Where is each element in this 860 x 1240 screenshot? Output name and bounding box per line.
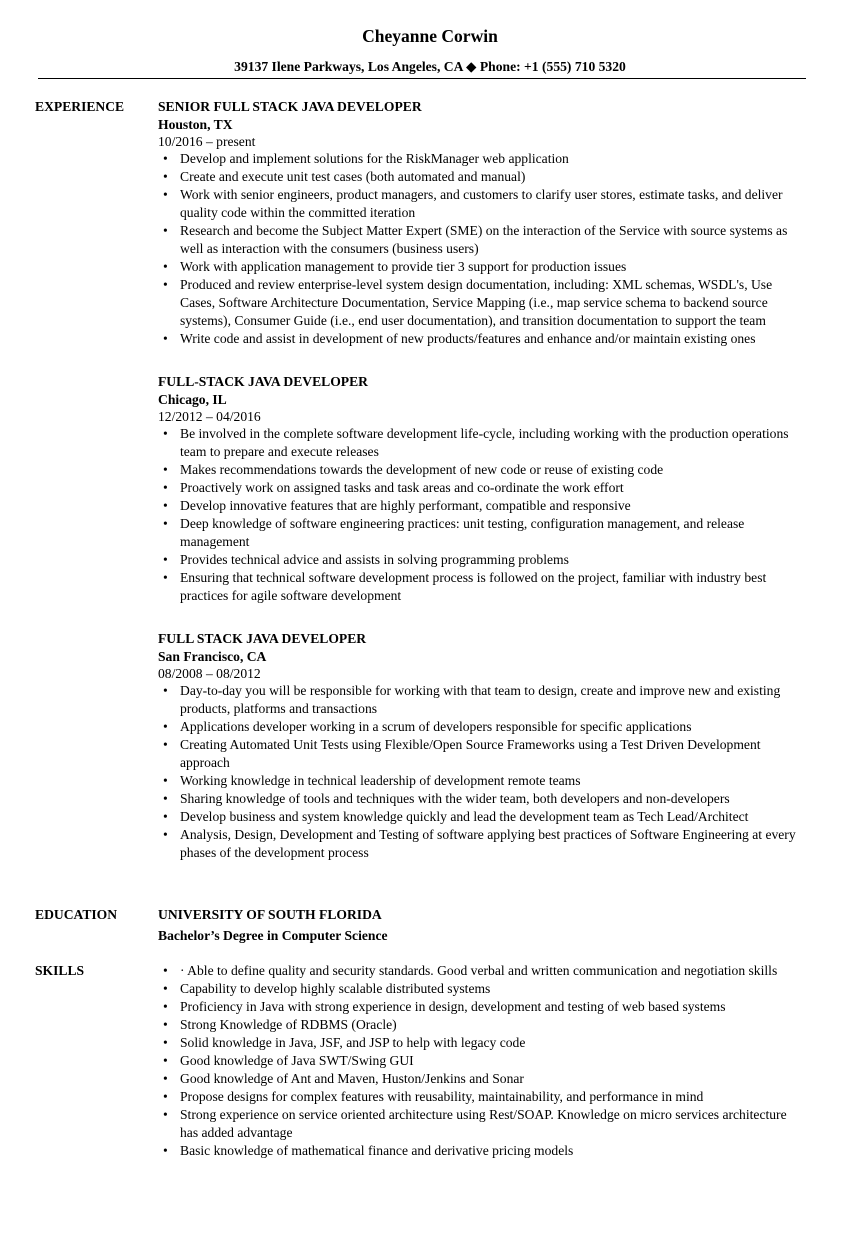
job-bullet: • Produced and review enterprise-level system design documentation, including: XML schemas, WSDL's, Use Cases, Software Architecture Documentation, Service Mapping (i.e., map service schema to backend source systems), Consumer Guide (i.e., end user documentation), and transition documentation to support the team <box>158 276 808 330</box>
job-entry <box>158 98 808 348</box>
skill-item: • Capability to develop highly scalable distributed systems <box>158 980 808 998</box>
job-bullet: • Write code and assist in development of new products/features and enhance and/or maintain existing ones <box>158 330 808 348</box>
job-bullet: • Be involved in the complete software development life-cycle, including working with the production operations team to prepare and execute releases <box>158 425 808 461</box>
skill-item: • Strong Knowledge of RDBMS (Oracle) <box>158 1016 808 1034</box>
skills-list <box>158 962 808 1160</box>
experience-list <box>158 98 808 887</box>
job-bullets <box>158 425 808 605</box>
job-bullet: • Analysis, Design, Development and Testing of software applying best practices of Software Engineering at every phases of the development process <box>158 826 808 862</box>
job-bullet: • Deep knowledge of software engineering practices: unit testing, configuration management, and release management <box>158 515 808 551</box>
skill-item: • Strong experience on service oriented architecture using Rest/SOAP. Knowledge on micro services architecture has added advantage <box>158 1106 808 1142</box>
job-bullet: • Working knowledge in technical leadership of development remote teams <box>158 772 808 790</box>
skill-item: • Solid knowledge in Java, JSF, and JSP to help with legacy code <box>158 1034 808 1052</box>
job-bullet: • Work with senior engineers, product managers, and customers to clarify user stores, estimate tasks, and deliver quality code within the committed iteration <box>158 186 808 222</box>
job-dates: 10/2016 – present <box>158 134 256 149</box>
job-entry <box>158 373 808 605</box>
candidate-name: Cheyanne Corwin <box>362 26 498 46</box>
job-bullet: • Create and execute unit test cases (both automated and manual) <box>158 168 808 186</box>
job-bullets <box>158 150 808 348</box>
job-title: FULL-STACK JAVA DEVELOPER <box>158 374 368 389</box>
job-location: Chicago, IL <box>158 392 227 407</box>
skill-item: • Basic knowledge of mathematical finance and derivative pricing models <box>158 1142 808 1160</box>
job-bullet: • Proactively work on assigned tasks and task areas and co-ordinate the work effort <box>158 479 808 497</box>
degree-name: Bachelor’s Degree in Computer Science <box>158 928 388 943</box>
skill-item: • Proficiency in Java with strong experience in design, development and testing of web based systems <box>158 998 808 1016</box>
job-dates: 08/2008 – 08/2012 <box>158 666 261 681</box>
job-bullet: • Provides technical advice and assists in solving programming problems <box>158 551 808 569</box>
experience-heading: EXPERIENCE <box>35 99 125 114</box>
job-dates: 12/2012 – 04/2016 <box>158 409 261 424</box>
education-heading: EDUCATION <box>35 907 118 922</box>
skills-heading: SKILLS <box>35 963 85 978</box>
job-entry <box>158 630 808 862</box>
job-bullet: • Creating Automated Unit Tests using Flexible/Open Source Frameworks using a Test Driven Development approach <box>158 736 808 772</box>
job-bullet: • Makes recommendations towards the development of new code or reuse of existing code <box>158 461 808 479</box>
school-name: UNIVERSITY OF SOUTH FLORIDA <box>158 907 382 922</box>
job-bullet: • Work with application management to provide tier 3 support for production issues <box>158 258 808 276</box>
job-bullet: • Ensuring that technical software development process is followed on the project, familiar with industry best practices for agile software development <box>158 569 808 605</box>
header-divider <box>38 78 806 79</box>
job-bullet: • Research and become the Subject Matter Expert (SME) on the interaction of the Service with source systems as well as interaction with the consumers (business users) <box>158 222 808 258</box>
job-title: FULL STACK JAVA DEVELOPER <box>158 631 367 646</box>
job-bullet: • Develop business and system knowledge quickly and lead the development team as Tech Lead/Architect <box>158 808 808 826</box>
job-location: Houston, TX <box>158 117 233 132</box>
job-bullets <box>158 682 808 862</box>
education-entry <box>158 906 808 948</box>
skill-item: • Propose designs for complex features with reusability, maintainability, and performance in mind <box>158 1088 808 1106</box>
job-bullet: • Day-to-day you will be responsible for working with that team to design, create and improve new and existing products, platforms and transactions <box>158 682 808 718</box>
contact-line: 39137 Ilene Parkways, Los Angeles, CA ◆ Phone: +1 (555) 710 5320 <box>234 59 626 74</box>
job-bullet: • Sharing knowledge of tools and techniques with the wider team, both developers and non-developers <box>158 790 808 808</box>
skill-item: • Good knowledge of Ant and Maven, Huston/Jenkins and Sonar <box>158 1070 808 1088</box>
job-location: San Francisco, CA <box>158 649 267 664</box>
job-bullet: • Develop and implement solutions for the RiskManager web application <box>158 150 808 168</box>
skill-item: • Good knowledge of Java SWT/Swing GUI <box>158 1052 808 1070</box>
job-title: SENIOR FULL STACK JAVA DEVELOPER <box>158 99 422 114</box>
job-bullet: • Applications developer working in a scrum of developers responsible for specific applications <box>158 718 808 736</box>
skills-list-wrapper <box>158 962 808 1160</box>
skill-item: • · Able to define quality and security standards. Good verbal and written communication and negotiation skills <box>158 962 808 980</box>
job-bullet: • Develop innovative features that are highly performant, compatible and responsive <box>158 497 808 515</box>
